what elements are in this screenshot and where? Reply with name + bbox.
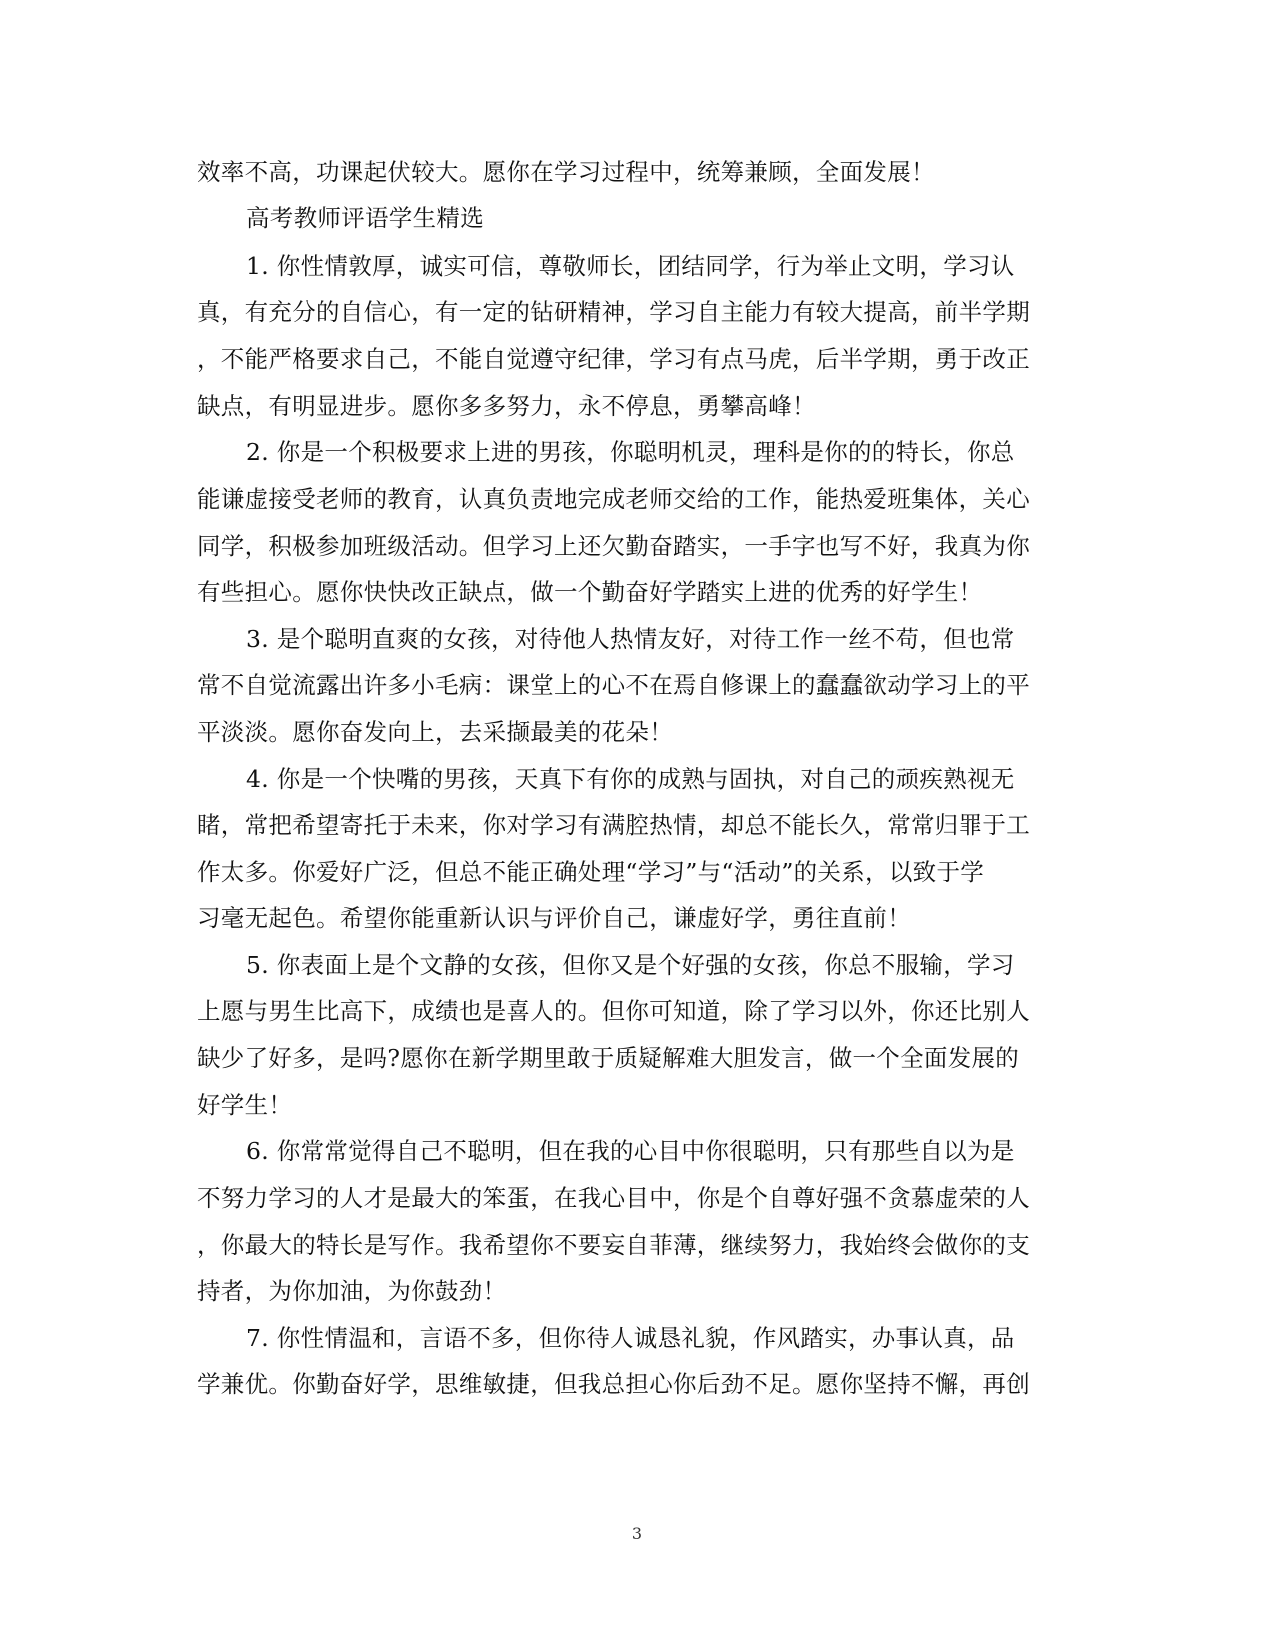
text-line: 效率不高，功课起伏较大。愿你在学习过程中，统筹兼顾，全面发展！ [197,158,935,186]
text-line: 习毫无起色。希望你能重新认识与评价自己，谦虚好学，勇往直前！ [197,904,911,932]
text-line: 平淡淡。愿你奋发向上，去采撷最美的花朵！ [197,718,673,746]
text-line: 3. 是个聪明直爽的女孩，对待他人热情友好，对待工作一丝不苟，但也常 [246,625,1015,653]
text-line: 不努力学习的人才是最大的笨蛋，在我心目中，你是个自尊好强不贪慕虚荣的人 [197,1184,1030,1212]
text-line: 能谦虚接受老师的教育，认真负责地完成老师交给的工作，能热爱班集体，关心 [197,485,1030,513]
text-line: 真，有充分的自信心，有一定的钻研精神，学习自主能力有较大提高，前半学期 [197,298,1030,326]
text-line: 上愿与男生比高下，成绩也是喜人的。但你可知道，除了学习以外，你还比别人 [197,997,1030,1025]
text-line: 缺少了好多，是吗?愿你在新学期里敢于质疑解难大胆发言，做一个全面发展的 [197,1044,1020,1072]
text-line: 7. 你性情温和，言语不多，但你待人诚恳礼貌，作风踏实，办事认真，品 [246,1324,1015,1352]
text-line: ，你最大的特长是写作。我希望你不要妄自菲薄，继续努力，我始终会做你的支 [197,1231,1030,1259]
text-line: 常不自觉流露出许多小毛病：课堂上的心不在焉自修课上的蠢蠢欲动学习上的平 [197,671,1030,699]
text-line: 6. 你常常觉得自己不聪明，但在我的心目中你很聪明，只有那些自以为是 [246,1137,1015,1165]
text-line: 持者，为你加油，为你鼓劲！ [197,1277,507,1305]
text-line: 4. 你是一个快嘴的男孩，天真下有你的成熟与固执，对自己的顽疾熟视无 [246,765,1015,793]
text-line: 作太多。你爱好广泛，但总不能正确处理“学习”与“活动”的关系，以致于学 [197,858,985,886]
text-line: 好学生！ [197,1091,293,1119]
text-line: 睹，常把希望寄托于未来，你对学习有满腔热情，却总不能长久，常常归罪于工 [197,811,1030,839]
text-line: ，不能严格要求自己，不能自觉遵守纪律，学习有点马虎，后半学期，勇于改正 [197,345,1030,373]
text-line: 学兼优。你勤奋好学，思维敏捷，但我总担心你后劲不足。愿你坚持不懈，再创 [197,1370,1030,1398]
text-line: 同学，积极参加班级活动。但学习上还欠勤奋踏实，一手字也写不好，我真为你 [197,532,1030,560]
text-line: 2. 你是一个积极要求上进的男孩，你聪明机灵，理科是你的的特长，你总 [246,438,1015,466]
text-line: 缺点，有明显进步。愿你多多努力，永不停息，勇攀高峰！ [197,392,816,420]
section-heading: 高考教师评语学生精选 [246,204,484,232]
page-number: 3 [631,1524,643,1543]
text-line: 有些担心。愿你快快改正缺点，做一个勤奋好学踏实上进的优秀的好学生！ [197,578,983,606]
text-line: 5. 你表面上是个文静的女孩，但你又是个好强的女孩，你总不服输，学习 [246,951,1015,979]
text-line: 1. 你性情敦厚，诚实可信，尊敬师长，团结同学，行为举止文明，学习认 [246,252,1015,280]
